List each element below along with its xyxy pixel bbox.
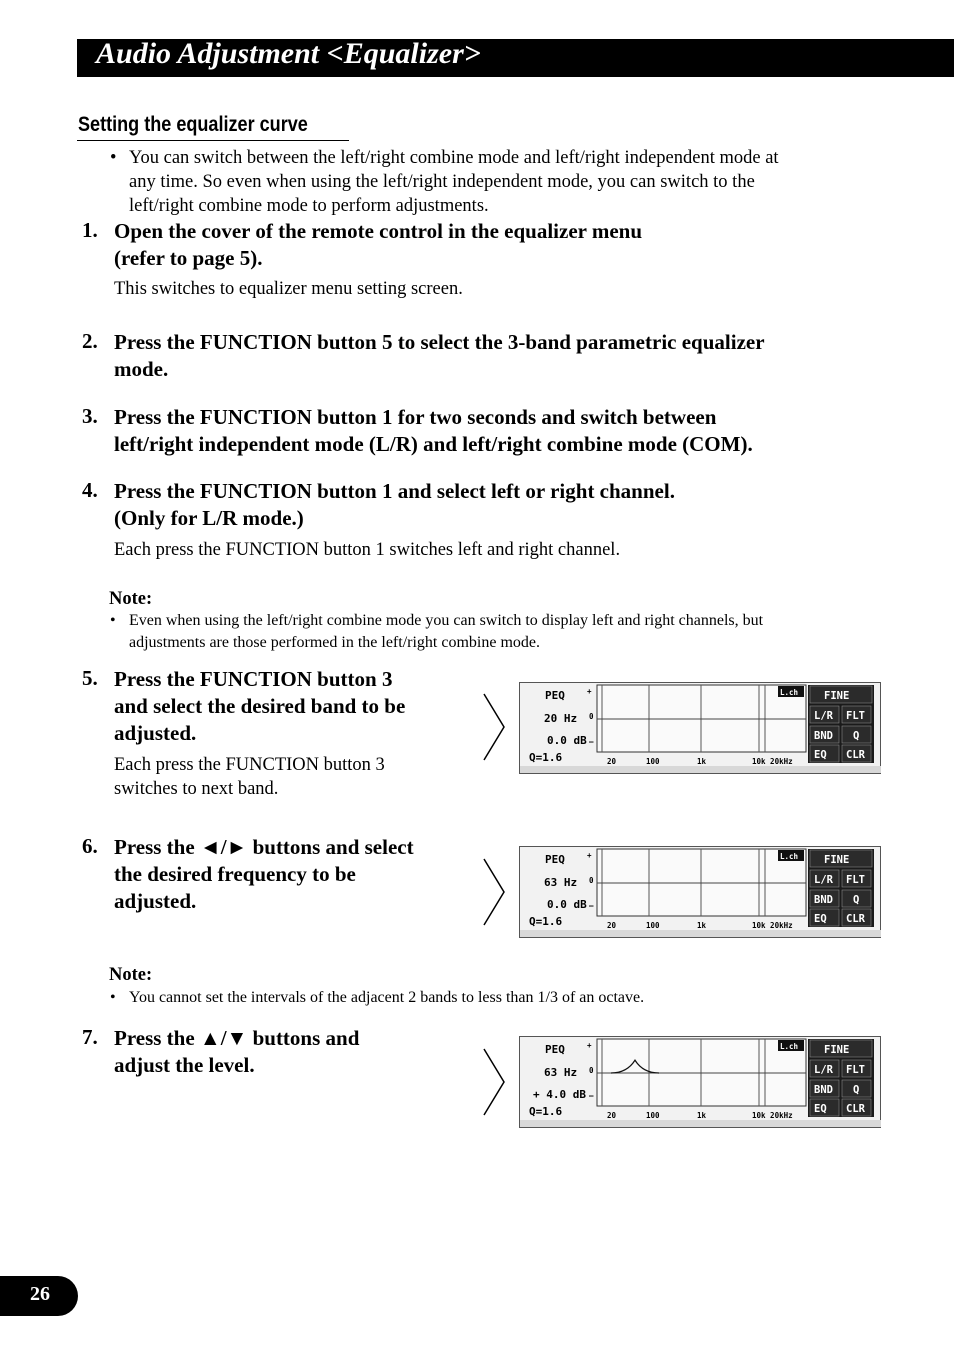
lcd-screen <box>519 846 881 938</box>
step-title-line: Press the FUNCTION button 1 and select left or right channel. <box>114 479 675 503</box>
note-text <box>129 610 763 653</box>
step-title-line: adjusted. <box>114 889 197 913</box>
intro-bullet-line: You can switch between the left/right combine mode and left/right independent mode at <box>129 148 779 168</box>
axis-tick-label: 1k <box>697 1111 707 1120</box>
lcd-button-label: EQ <box>814 1103 827 1115</box>
lcd-button-label: FLT <box>846 874 865 886</box>
step-title-line: Press the ▲/▼ buttons and <box>114 1026 360 1050</box>
scale-minus-marker: – <box>589 737 594 746</box>
lcd-button-label: FINE <box>824 854 850 866</box>
axis-tick-label: 20 <box>607 757 617 766</box>
step-title-line: and select the desired band to be <box>114 694 406 718</box>
step-title-line: Open the cover of the remote control in the equalizer menu <box>114 219 643 243</box>
lcd-display <box>519 682 881 774</box>
eq-mode-label: PEQ <box>545 853 565 866</box>
axis-tick-label: 100 <box>646 1111 660 1120</box>
step-title-line: Press the ◄/► buttons and select <box>114 835 414 859</box>
note-line: Even when using the left/right combine mode you can switch to display left and right channels, but <box>129 612 764 629</box>
step-title <box>114 329 854 383</box>
step-number: 7. <box>82 1025 98 1049</box>
lcd-screen <box>519 1036 881 1128</box>
axis-tick-label: 100 <box>646 921 660 930</box>
arrow-right-icon <box>482 1048 506 1116</box>
scale-minus-marker: – <box>589 1091 594 1100</box>
step-title-line: Press the FUNCTION button 5 to select the 3-band parametric equalizer <box>114 330 765 354</box>
lcd-button-label: Q <box>853 1084 860 1096</box>
lcd-button-label: CLR <box>846 749 865 761</box>
note-line: You cannot set the intervals of the adjacent 2 bands to less than 1/3 of an octave. <box>129 989 645 1006</box>
arrow-right-icon <box>482 693 506 761</box>
step-title-line: mode. <box>114 357 169 381</box>
bullet-marker: • <box>110 148 117 168</box>
channel-label: L.ch <box>780 852 799 861</box>
step-description: This switches to equalizer menu setting screen. <box>114 279 463 299</box>
step-title <box>114 1025 464 1079</box>
lcd-display <box>519 1036 881 1128</box>
note-item <box>110 987 870 1009</box>
axis-tick-label: 20 <box>607 921 617 930</box>
lcd-button-label: FINE <box>824 690 850 702</box>
frequency-value: 20 Hz <box>544 712 578 725</box>
intro-bullet-line: left/right combine mode to perform adjustments. <box>129 196 489 216</box>
note-label: Note: <box>109 965 153 985</box>
arrow-right-icon <box>482 858 506 926</box>
lcd-button-label: L/R <box>814 874 833 886</box>
axis-tick-label: 10k 20kHz <box>752 757 793 766</box>
level-value: + 4.0 dB <box>533 1088 586 1101</box>
lcd-button-label: BND <box>814 1084 833 1096</box>
lcd-bottom-strip <box>520 766 881 773</box>
scale-plus-marker: + <box>587 1041 592 1050</box>
section-heading-rule <box>77 140 349 141</box>
scale-zero-marker: 0 <box>589 1066 594 1075</box>
lcd-button-label: CLR <box>846 913 865 925</box>
scale-plus-marker: + <box>587 687 592 696</box>
note-item <box>110 610 870 654</box>
step-title-line: adjust the level. <box>114 1053 255 1077</box>
level-value: 0.0 dB <box>547 734 587 747</box>
step-title-line: (refer to page 5). <box>114 246 263 270</box>
intro-bullet-text <box>129 146 779 218</box>
step-description <box>114 753 464 801</box>
step-number: 5. <box>82 666 98 690</box>
axis-tick-label: 20 <box>607 1111 617 1120</box>
step-title <box>114 218 714 272</box>
scale-zero-marker: 0 <box>589 876 594 885</box>
axis-tick-label: 10k 20kHz <box>752 921 793 930</box>
q-value: Q=1.6 <box>529 915 563 928</box>
lcd-bottom-strip <box>520 1120 881 1127</box>
axis-tick-label: 10k 20kHz <box>752 1111 793 1120</box>
lcd-button-label: Q <box>853 730 860 742</box>
note-text <box>129 987 644 1009</box>
frequency-value: 63 Hz <box>544 876 578 889</box>
step-title <box>114 478 814 532</box>
page-title: Audio Adjustment <Equalizer> <box>96 37 481 70</box>
step-title <box>114 834 464 915</box>
intro-bullet <box>110 146 870 218</box>
note-line: adjustments are those performed in the left/right combine mode. <box>129 633 540 651</box>
bullet-marker: • <box>110 612 116 629</box>
step-description-line: Each press the FUNCTION button 3 <box>114 755 385 775</box>
step-number: 6. <box>82 834 98 858</box>
lcd-button-label: L/R <box>814 1064 833 1076</box>
axis-tick-label: 1k <box>697 921 707 930</box>
step-number: 1. <box>82 218 98 242</box>
lcd-button-label: L/R <box>814 710 833 722</box>
step-description: Each press the FUNCTION button 1 switches left and right channel. <box>114 540 621 560</box>
lcd-button-label: BND <box>814 730 833 742</box>
lcd-button-label: FLT <box>846 710 865 722</box>
lcd-screen <box>519 682 881 774</box>
step-title <box>114 404 854 458</box>
q-value: Q=1.6 <box>529 751 563 764</box>
frequency-value: 63 Hz <box>544 1066 578 1079</box>
q-value: Q=1.6 <box>529 1105 563 1118</box>
eq-mode-label: PEQ <box>545 1043 565 1056</box>
axis-tick-label: 1k <box>697 757 707 766</box>
step-title <box>114 666 464 747</box>
lcd-display <box>519 846 881 938</box>
section-heading: Setting the equalizer curve <box>78 113 308 136</box>
scale-zero-marker: 0 <box>589 712 594 721</box>
step-title-line: the desired frequency to be <box>114 862 356 886</box>
lcd-button-label: EQ <box>814 913 827 925</box>
step-number: 3. <box>82 404 98 428</box>
lcd-button-label: BND <box>814 894 833 906</box>
lcd-bottom-strip <box>520 930 881 937</box>
eq-mode-label: PEQ <box>545 689 565 702</box>
step-title-line: left/right independent mode (L/R) and left/right combine mode (COM). <box>114 432 753 456</box>
step-title-line: Press the FUNCTION button 1 for two seconds and switch between <box>114 405 717 429</box>
channel-label: L.ch <box>780 1042 799 1051</box>
level-value: 0.0 dB <box>547 898 587 911</box>
step-number: 4. <box>82 478 98 502</box>
channel-label: L.ch <box>780 688 799 697</box>
step-title-line: Press the FUNCTION button 3 <box>114 667 393 691</box>
lcd-button-label: FINE <box>824 1044 850 1056</box>
scale-minus-marker: – <box>589 901 594 910</box>
step-description-line: switches to next band. <box>114 779 279 799</box>
note-label: Note: <box>109 589 153 609</box>
scale-plus-marker: + <box>587 851 592 860</box>
step-title-line: (Only for L/R mode.) <box>114 506 304 530</box>
lcd-button-label: Q <box>853 894 860 906</box>
lcd-button-label: CLR <box>846 1103 865 1115</box>
page-number: 26 <box>30 1283 50 1305</box>
lcd-button-label: FLT <box>846 1064 865 1076</box>
bullet-marker: • <box>110 989 116 1006</box>
lcd-button-label: EQ <box>814 749 827 761</box>
step-title-line: adjusted. <box>114 721 197 745</box>
intro-bullet-line: any time. So even when using the left/right independent mode, you can switch to the <box>129 172 755 192</box>
axis-tick-label: 100 <box>646 757 660 766</box>
step-number: 2. <box>82 329 98 353</box>
